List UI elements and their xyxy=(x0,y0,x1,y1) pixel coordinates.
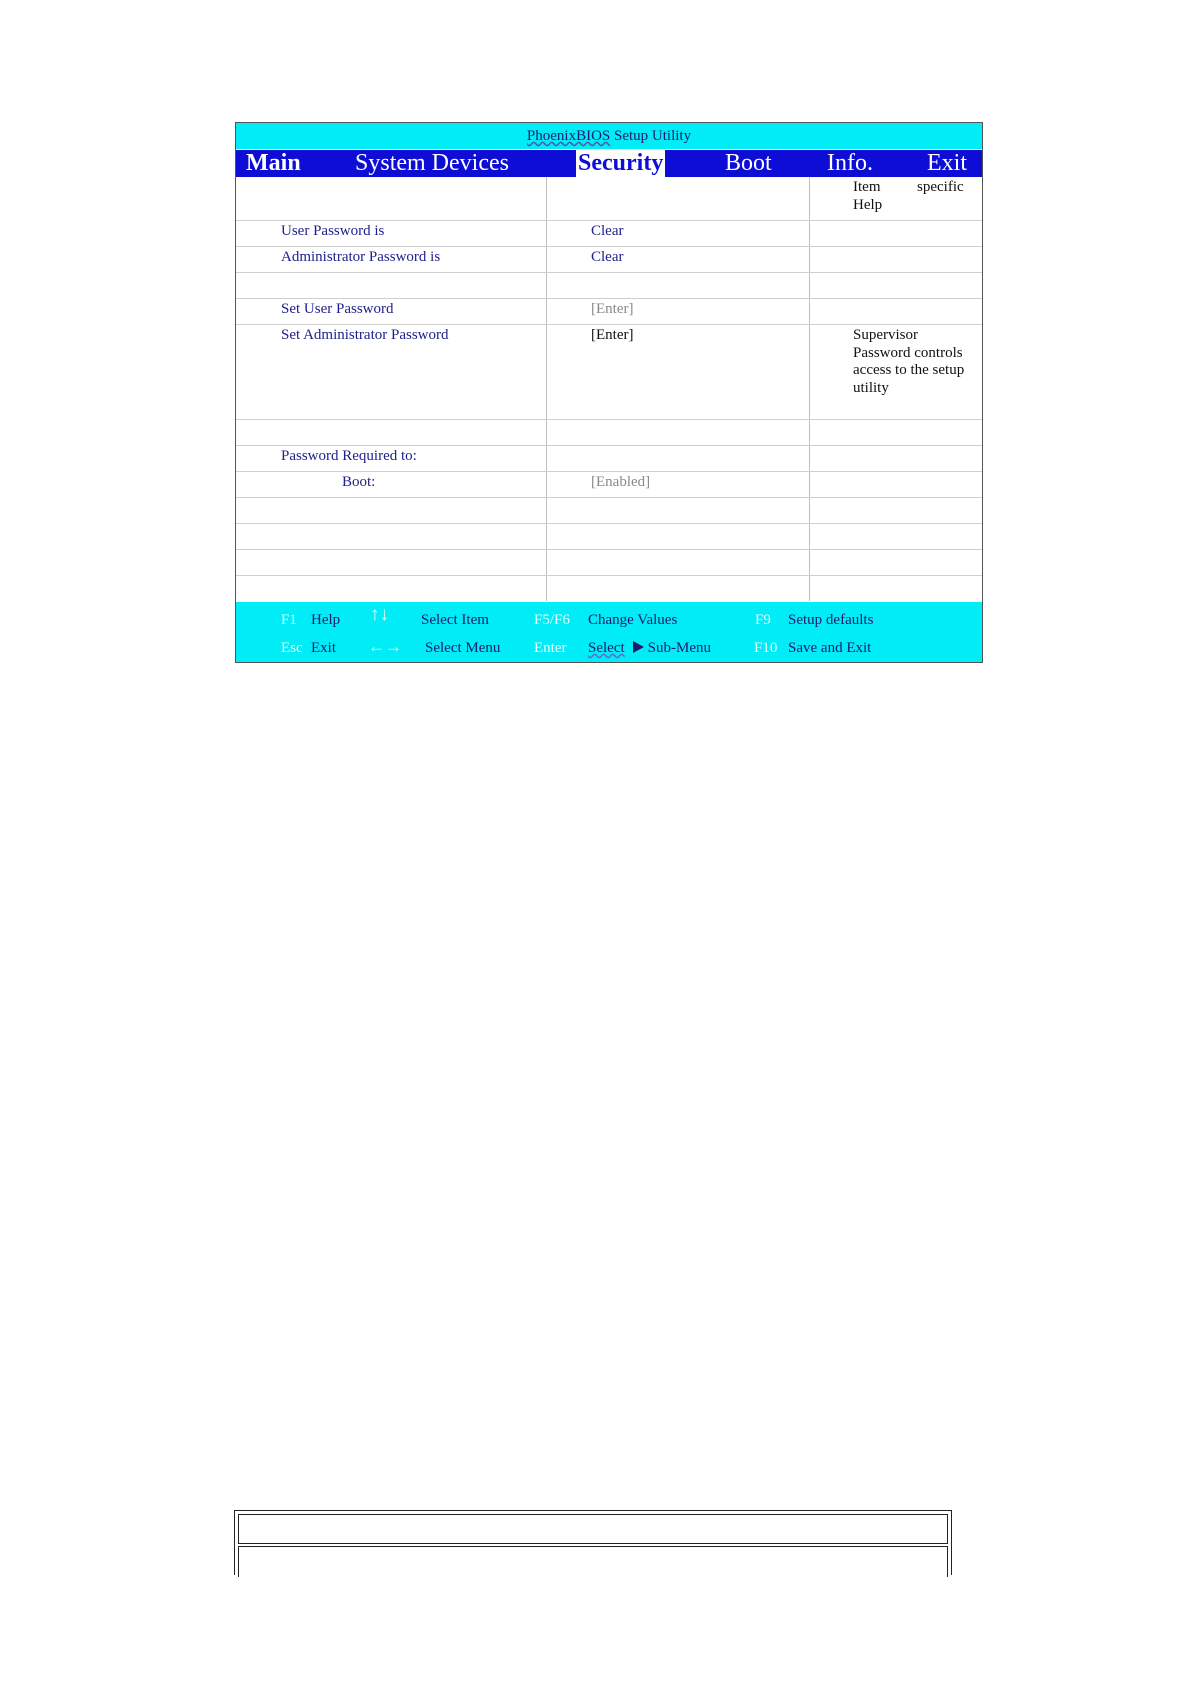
frame-row xyxy=(238,1514,948,1544)
supervisor-help-text: Supervisor Password controls access to the setup utility xyxy=(853,327,965,396)
row-divider xyxy=(236,471,982,472)
select-word: Select xyxy=(588,640,625,656)
menu-bar xyxy=(236,150,982,177)
row-divider xyxy=(236,445,982,446)
left-right-arrows-icon: ←→ xyxy=(368,637,402,656)
menu-system-devices[interactable]: System Devices xyxy=(355,150,509,176)
menu-main[interactable]: Main xyxy=(246,150,301,176)
esc-key: Esc xyxy=(281,640,303,656)
column-divider xyxy=(809,177,810,601)
row-divider xyxy=(236,324,982,325)
set-user-password-field[interactable]: [Enter] xyxy=(591,301,634,317)
row-divider xyxy=(236,523,982,524)
row-divider xyxy=(236,419,982,420)
empty-table-frame xyxy=(234,1510,952,1574)
set-user-password-label[interactable]: Set User Password xyxy=(281,301,394,317)
save-and-exit-label: Save and Exit xyxy=(788,640,872,656)
key-legend xyxy=(236,602,982,662)
admin-password-label: Administrator Password is xyxy=(281,249,441,265)
bios-setup-window xyxy=(235,122,983,663)
title-text: Setup Utility xyxy=(610,128,692,144)
column-divider xyxy=(546,177,547,601)
title-brand: PhoenixBIOS xyxy=(526,128,611,144)
up-down-arrows-icon: ↑↓ xyxy=(370,604,389,625)
row-divider xyxy=(236,298,982,299)
help-header-item: Item xyxy=(853,179,881,195)
submenu-word: Sub-Menu xyxy=(647,640,711,656)
menu-exit[interactable]: Exit xyxy=(927,150,967,176)
f1-key: F1 xyxy=(281,612,297,628)
select-menu-label: Select Menu xyxy=(425,640,501,656)
user-password-label: User Password is xyxy=(281,223,385,239)
change-values-label: Change Values xyxy=(588,612,678,628)
right-triangle-icon xyxy=(633,641,644,653)
help-header-help: Help xyxy=(853,197,883,213)
help-header-specific: specific xyxy=(917,179,964,195)
set-admin-password-label[interactable]: Set Administrator Password xyxy=(281,327,449,343)
password-required-label: Password Required to: xyxy=(281,448,417,464)
admin-password-status: Clear xyxy=(591,249,624,265)
menu-security[interactable]: Security xyxy=(578,150,664,176)
frame-row xyxy=(238,1546,948,1577)
title-bar xyxy=(236,123,982,149)
user-password-status: Clear xyxy=(591,223,624,239)
exit-label: Exit xyxy=(311,640,336,656)
set-admin-password-field[interactable]: [Enter] xyxy=(591,327,634,343)
setup-defaults-label: Setup defaults xyxy=(788,612,874,628)
select-submenu-label xyxy=(588,640,711,657)
enter-key: Enter xyxy=(534,640,567,656)
row-divider xyxy=(236,246,982,247)
row-divider xyxy=(236,272,982,273)
f9-key: F9 xyxy=(755,612,771,628)
row-divider xyxy=(236,220,982,221)
row-divider xyxy=(236,497,982,498)
menu-boot[interactable]: Boot xyxy=(725,150,772,176)
menu-info[interactable]: Info. xyxy=(827,150,873,176)
settings-table xyxy=(236,177,982,601)
select-item-label: Select Item xyxy=(421,612,489,628)
boot-password-field[interactable]: [Enabled] xyxy=(591,474,651,490)
f1-label: Help xyxy=(311,612,341,628)
f5f6-key: F5/F6 xyxy=(534,612,570,628)
row-divider xyxy=(236,549,982,550)
boot-password-label[interactable]: Boot: xyxy=(342,474,376,490)
f10-key: F10 xyxy=(754,640,778,656)
row-divider xyxy=(236,575,982,576)
